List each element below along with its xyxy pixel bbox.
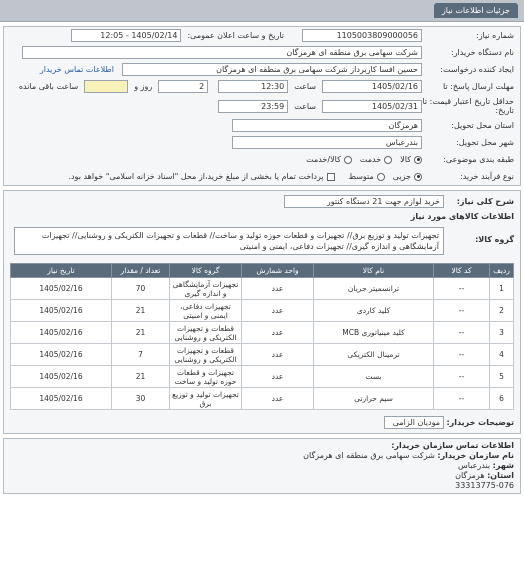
validity-hour-label: ساعت: [294, 101, 316, 111]
category-label: طبقه بندی موضوعی:: [443, 155, 514, 164]
footer-city-label: شهر:: [492, 461, 514, 470]
validity-date-field: 1405/02/31: [322, 100, 422, 113]
validity-time-field: 23:59: [218, 100, 288, 113]
buyer-contact-link[interactable]: اطلاعات تماس خریدار: [39, 65, 114, 74]
col-code: کد کالا: [434, 264, 490, 278]
table-row: [11, 344, 514, 366]
need-number-label: شماره نیاز:: [476, 31, 514, 40]
footer-province-value: هرمزگان: [455, 471, 485, 480]
footer-city-value: بندرعباس: [458, 461, 491, 470]
summary-label: شرح کلی نیاز:: [456, 197, 514, 206]
category-radio-service[interactable]: خدمت: [360, 155, 392, 164]
checkbox-icon: [327, 173, 335, 181]
table-row: [11, 388, 514, 410]
radio-icon: [384, 156, 392, 164]
cell-unit: عدد: [242, 388, 314, 410]
cell-row: 1: [490, 278, 514, 300]
deadline-date-field: 1405/02/16: [322, 80, 422, 93]
cell-group: تجهیزات تولید و توزیع برق: [170, 388, 242, 410]
table-row: [11, 278, 514, 300]
cell-name: ترمینال الکتریکی: [314, 344, 434, 366]
cell-code: --: [434, 322, 490, 344]
cell-date: 1405/02/16: [11, 366, 112, 388]
cell-code: --: [434, 300, 490, 322]
footer-org-label: نام سازمان خریدار:: [437, 451, 514, 460]
cell-row: 3: [490, 322, 514, 344]
table-row: [11, 366, 514, 388]
footer-province-label: استان:: [487, 471, 514, 480]
page-header: [0, 0, 524, 22]
process-label: نوع فرآیند خرید:: [460, 172, 514, 181]
radio-icon: [377, 173, 385, 181]
days-remaining-field: 2: [158, 80, 208, 93]
province-field: هرمزگان: [232, 119, 422, 132]
cell-qty: 30: [112, 388, 170, 410]
page-title: جزئیات اطلاعات نیاز: [434, 3, 518, 18]
cell-qty: 21: [112, 366, 170, 388]
col-unit: واحد شمارش: [242, 264, 314, 278]
table-row: [11, 322, 514, 344]
province-label: استان محل تحویل:: [451, 121, 514, 130]
creator-field: حسین افسا کاربرداز شرکت سهامی برق منطقه ای هرمزگان: [122, 63, 422, 76]
cell-row: 2: [490, 300, 514, 322]
contact-footer: [3, 438, 521, 494]
cell-group: تجهیزات آزمایشگاهی و اندازه گیری: [170, 278, 242, 300]
cell-qty: 70: [112, 278, 170, 300]
goods-group-field: تجهیزات تولید و توزیع برق// تجهیزات و قطعات حوزه تولید و ساخت// قطعات و تجهیزات الکتریکی و روشنایی// تجهیزات آزمایشگاهی و اندازه گیری// تجهیزات دفاعی، ایمنی و امنیتی: [14, 227, 444, 255]
summary-row: [10, 195, 514, 208]
days-label: روز و: [134, 82, 153, 91]
cell-unit: عدد: [242, 300, 314, 322]
city-field: بندرعباس: [232, 136, 422, 149]
cell-group: قطعات و تجهیزات الکتریکی و روشنایی: [170, 322, 242, 344]
cell-qty: 21: [112, 322, 170, 344]
cell-date: 1405/02/16: [11, 388, 112, 410]
cell-date: 1405/02/16: [11, 300, 112, 322]
col-row: ردیف: [490, 264, 514, 278]
col-name: نام کالا: [314, 264, 434, 278]
remaining-time-field: [84, 80, 128, 93]
cell-date: 1405/02/16: [11, 278, 112, 300]
cell-name: ترانسمیتر جریان: [314, 278, 434, 300]
announce-field: 1405/02/14 - 12:05: [71, 29, 181, 42]
cell-row: 6: [490, 388, 514, 410]
cell-name: سیم حرارتی: [314, 388, 434, 410]
col-date: تاریخ نیاز: [11, 264, 112, 278]
cell-unit: عدد: [242, 278, 314, 300]
summary-field: خرید لوازم جهت 21 دستگاه کنتور: [284, 195, 444, 208]
notes-label: توضیحات خریدار:: [446, 418, 514, 427]
cell-row: 4: [490, 344, 514, 366]
deadline-time-field: 12:30: [218, 80, 288, 93]
goods-table-body: [11, 278, 514, 410]
notes-row: [10, 416, 514, 429]
cell-group: تجهیزات دفاعی، ایمنی و امنیتی: [170, 300, 242, 322]
goods-group-row: [10, 227, 514, 255]
row-need-number: [4, 27, 520, 44]
row-province: [4, 117, 520, 134]
category-radio-goods-service[interactable]: کالا/خدمت: [306, 155, 352, 164]
table-header-row: [11, 264, 514, 278]
deadline-hour-label: ساعت: [294, 82, 316, 91]
col-qty: تعداد / مقدار: [112, 264, 170, 278]
creator-label: ایجاد کننده درخواست:: [440, 65, 514, 74]
deadline-label: مهلت ارسال پاسخ: تا: [442, 82, 514, 91]
goods-group-label: گروه کالا:: [475, 235, 514, 244]
cell-unit: عدد: [242, 366, 314, 388]
cell-unit: عدد: [242, 322, 314, 344]
cell-code: --: [434, 366, 490, 388]
goods-info-title: اطلاعات کالاهای مورد نیاز: [410, 212, 514, 221]
footer-phone: 33313775-076: [455, 481, 514, 490]
footer-org-value: شرکت سهامی برق منطقه ای هرمزگان: [303, 451, 435, 460]
payment-checkbox[interactable]: پرداخت تمام یا بخشی از مبلغ خرید،از محل "اسناد خزانه اسلامی" خواهد بود.: [68, 172, 334, 181]
cell-qty: 7: [112, 344, 170, 366]
table-row: [11, 300, 514, 322]
buyer-field: شرکت سهامی برق منطقه ای هرمزگان: [22, 46, 422, 59]
need-number-field: 1105003809000056: [302, 29, 422, 42]
cell-group: تجهیزات و قطعات حوزه تولید و ساخت: [170, 366, 242, 388]
col-group: گروه کالا: [170, 264, 242, 278]
row-validity: [4, 95, 520, 117]
radio-icon: [344, 156, 352, 164]
cell-group: قطعات و تجهیزات الکتریکی و روشنایی: [170, 344, 242, 366]
row-creator: [4, 61, 520, 78]
category-radio-goods[interactable]: کالا: [400, 155, 422, 164]
announce-label: تاریخ و ساعت اعلان عمومی:: [187, 31, 284, 40]
radio-icon: [414, 156, 422, 164]
row-city: [4, 134, 520, 151]
cell-name: کلید کاردی: [314, 300, 434, 322]
cell-code: --: [434, 344, 490, 366]
remaining-label: ساعت باقی مانده: [18, 82, 79, 91]
details-panel: [3, 26, 521, 186]
cell-code: --: [434, 278, 490, 300]
footer-title: اطلاعات تماس سازمان خریدار:: [391, 441, 514, 450]
cell-name: کلید مینیاتوری MCB: [314, 322, 434, 344]
validity-label: حداقل تاریخ اعتبار قیمت: تا تاریخ:: [422, 97, 514, 115]
buyer-label: نام دستگاه خریدار:: [451, 48, 514, 57]
cell-row: 5: [490, 366, 514, 388]
process-radio-medium[interactable]: متوسط: [349, 172, 385, 181]
summary-section: [3, 190, 521, 434]
notes-field: مودیان الزامی: [384, 416, 444, 429]
cell-qty: 21: [112, 300, 170, 322]
city-label: شهر محل تحویل:: [456, 138, 514, 147]
cell-date: 1405/02/16: [11, 344, 112, 366]
cell-name: بست: [314, 366, 434, 388]
process-radio-minor[interactable]: جزیی: [393, 172, 422, 181]
goods-table-wrap: [10, 263, 514, 410]
goods-table: [10, 263, 514, 410]
cell-unit: عدد: [242, 344, 314, 366]
row-buyer: [4, 44, 520, 61]
row-process: [4, 168, 520, 185]
radio-icon: [414, 173, 422, 181]
row-deadline: [4, 78, 520, 95]
cell-code: --: [434, 388, 490, 410]
row-category: [4, 151, 520, 168]
cell-date: 1405/02/16: [11, 322, 112, 344]
